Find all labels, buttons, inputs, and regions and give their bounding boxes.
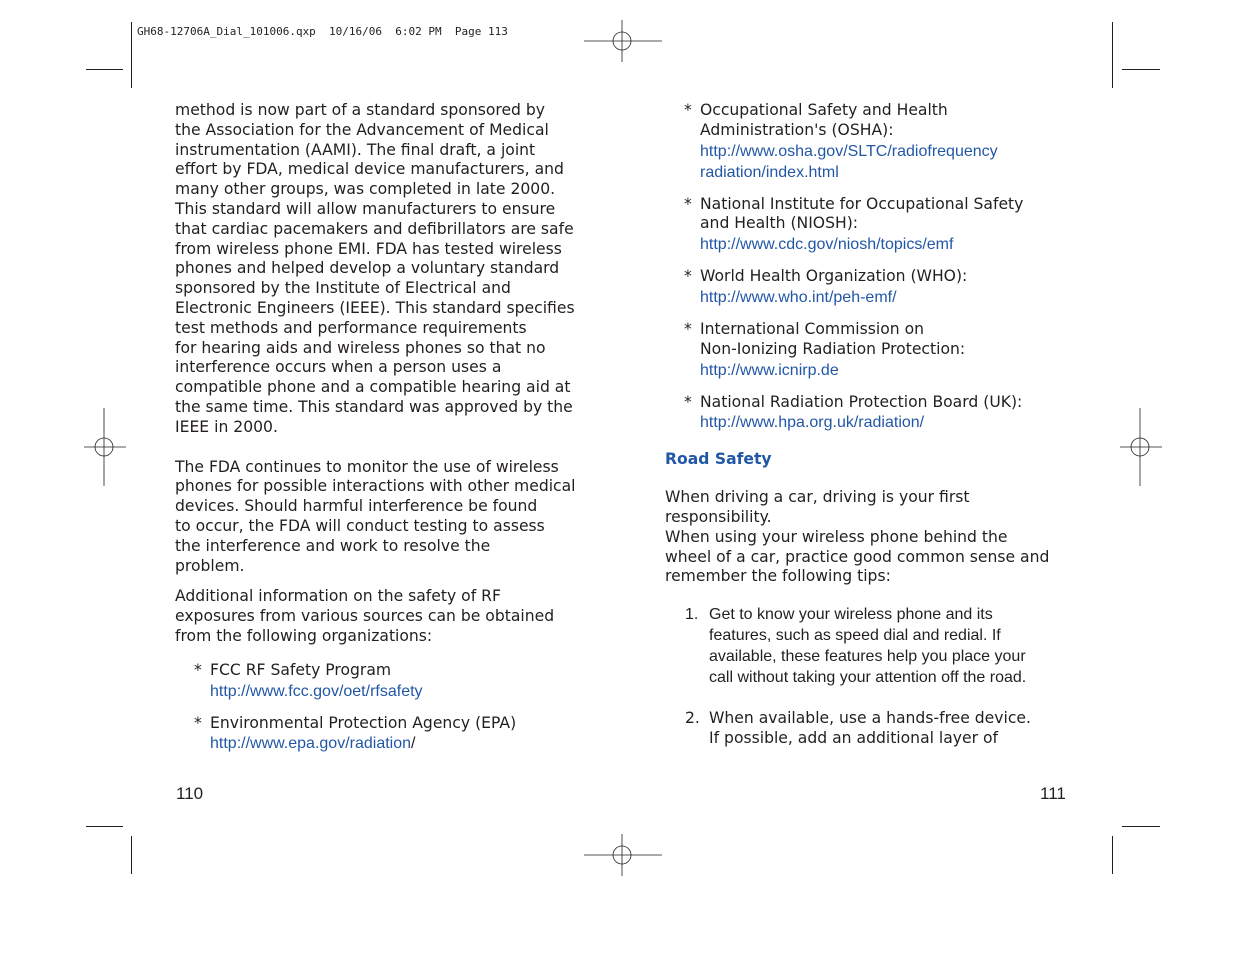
org-name: Non-Ionizing Radiation Protection:	[700, 339, 966, 358]
paragraph-aami-standard: method is now part of a standard sponsored by the Association for the Advancement of Medical instrumentation (AAMI). The final draft, a joint effort by FDA, medical device manufacturers, and many other groups, was completed in late 2000. This standard will allow manufacturers to ensure that cardiac pacemakers and defibrillators are safe from wireless phone EMI. FDA has tested wireless phones and helped develop a voluntary standard sponsored by the Institute of Electrical and Electronic Engineers (IEEE). This standard specifies test methods and performance requirements for hearing aids and wireless phones so that no interference occurs when a person uses a compatible phone and a compatible hearing aid at the same time. This standard was approved by the IEEE in 2000.	[175, 101, 575, 436]
org-name: International Commission on	[700, 319, 925, 338]
paragraph-fda-monitoring: The FDA continues to monitor the use of wireless phones for possible interactions with other medical devices. Should harmful interference be found to occur, the FDA will conduct testing to assess the interference and work to resolve the problem.	[175, 457, 576, 575]
org-item-who	[665, 267, 1075, 308]
left-page-column	[175, 101, 585, 754]
file-slug: GH68-12706A_Dial_101006.qxp 10/16/06 6:02 PM Page 113	[137, 25, 508, 38]
bullet: *	[684, 267, 692, 286]
org-name: and Health (NIOSH):	[700, 214, 859, 233]
page-number-left: 110	[176, 784, 204, 803]
org-name: Administration's (OSHA):	[700, 120, 894, 139]
org-item-nrpb	[665, 393, 1075, 434]
bullet: *	[684, 392, 692, 411]
tip-number: 1.	[685, 606, 699, 624]
bullet: *	[194, 713, 202, 732]
crop-mark	[86, 826, 123, 827]
org-item-icnirp	[665, 320, 1075, 381]
registration-mark-icon	[1120, 408, 1162, 486]
tip-number: 2.	[685, 709, 700, 728]
bullet: *	[684, 101, 692, 119]
org-name: Environmental Protection Agency (EPA)	[210, 713, 517, 732]
right-page-column	[665, 101, 1075, 749]
org-link-niosh[interactable]: http://www.cdc.gov/niosh/topics/emf	[700, 236, 954, 254]
tip-item-1: 1. Get to know your wireless phone and its features, such as speed dial and redial. If available, these features help you place your call without taking your attention off the road.	[685, 606, 1027, 687]
org-link-line	[210, 733, 585, 754]
crop-mark	[131, 22, 132, 88]
org-link-nrpb[interactable]: http://www.hpa.org.uk/radiation/	[700, 414, 925, 432]
org-name: National Radiation Protection Board (UK):	[700, 392, 1023, 411]
org-name: Occupational Safety and Health	[700, 101, 948, 119]
registration-mark-icon	[84, 408, 126, 486]
org-link-icnirp[interactable]: http://www.icnirp.de	[700, 361, 839, 379]
tip-item-2: 2. When available, use a hands-free device. If possible, add an additional layer of	[685, 709, 1031, 747]
page-number-right: 111	[1040, 784, 1066, 803]
link-suffix: /	[411, 735, 416, 753]
org-name: FCC RF Safety Program	[210, 660, 392, 679]
registration-mark-icon	[584, 834, 662, 876]
org-link-epa[interactable]: http://www.epa.gov/radiation	[210, 735, 412, 753]
org-item-epa	[175, 714, 585, 755]
org-link-fcc[interactable]: http://www.fcc.gov/oet/rfsafety	[210, 682, 423, 700]
org-item-osha	[665, 101, 1075, 183]
crop-mark	[1122, 826, 1160, 827]
paragraph-additional-info: Additional information on the safety of RF exposures from various sources can be obtained from the following organizations:	[175, 587, 555, 645]
org-link-osha-cont[interactable]: radiation/index.html	[700, 163, 839, 181]
org-link-osha[interactable]: http://www.osha.gov/SLTC/radiofrequency	[700, 142, 998, 160]
crop-mark	[1112, 22, 1113, 88]
crop-mark	[1122, 69, 1160, 70]
bullet: *	[684, 319, 692, 338]
paragraph-road-safety-intro: When driving a car, driving is your first responsibility. When using your wireless phone behind the wheel of a car, practice good common sense and remember the following tips:	[665, 488, 1050, 586]
org-item-niosh	[665, 195, 1075, 256]
crop-mark	[86, 69, 123, 70]
org-name: World Health Organization (WHO):	[700, 267, 968, 286]
registration-mark-icon	[584, 20, 662, 62]
bullet: *	[684, 194, 692, 213]
crop-mark	[131, 836, 132, 874]
org-link-who[interactable]: http://www.who.int/peh-emf/	[700, 288, 897, 306]
org-name: National Institute for Occupational Safety	[700, 194, 1024, 213]
crop-mark	[1112, 836, 1113, 874]
section-heading-road-safety: Road Safety	[665, 450, 772, 469]
org-item-fcc	[175, 661, 585, 702]
bullet: *	[194, 660, 202, 679]
